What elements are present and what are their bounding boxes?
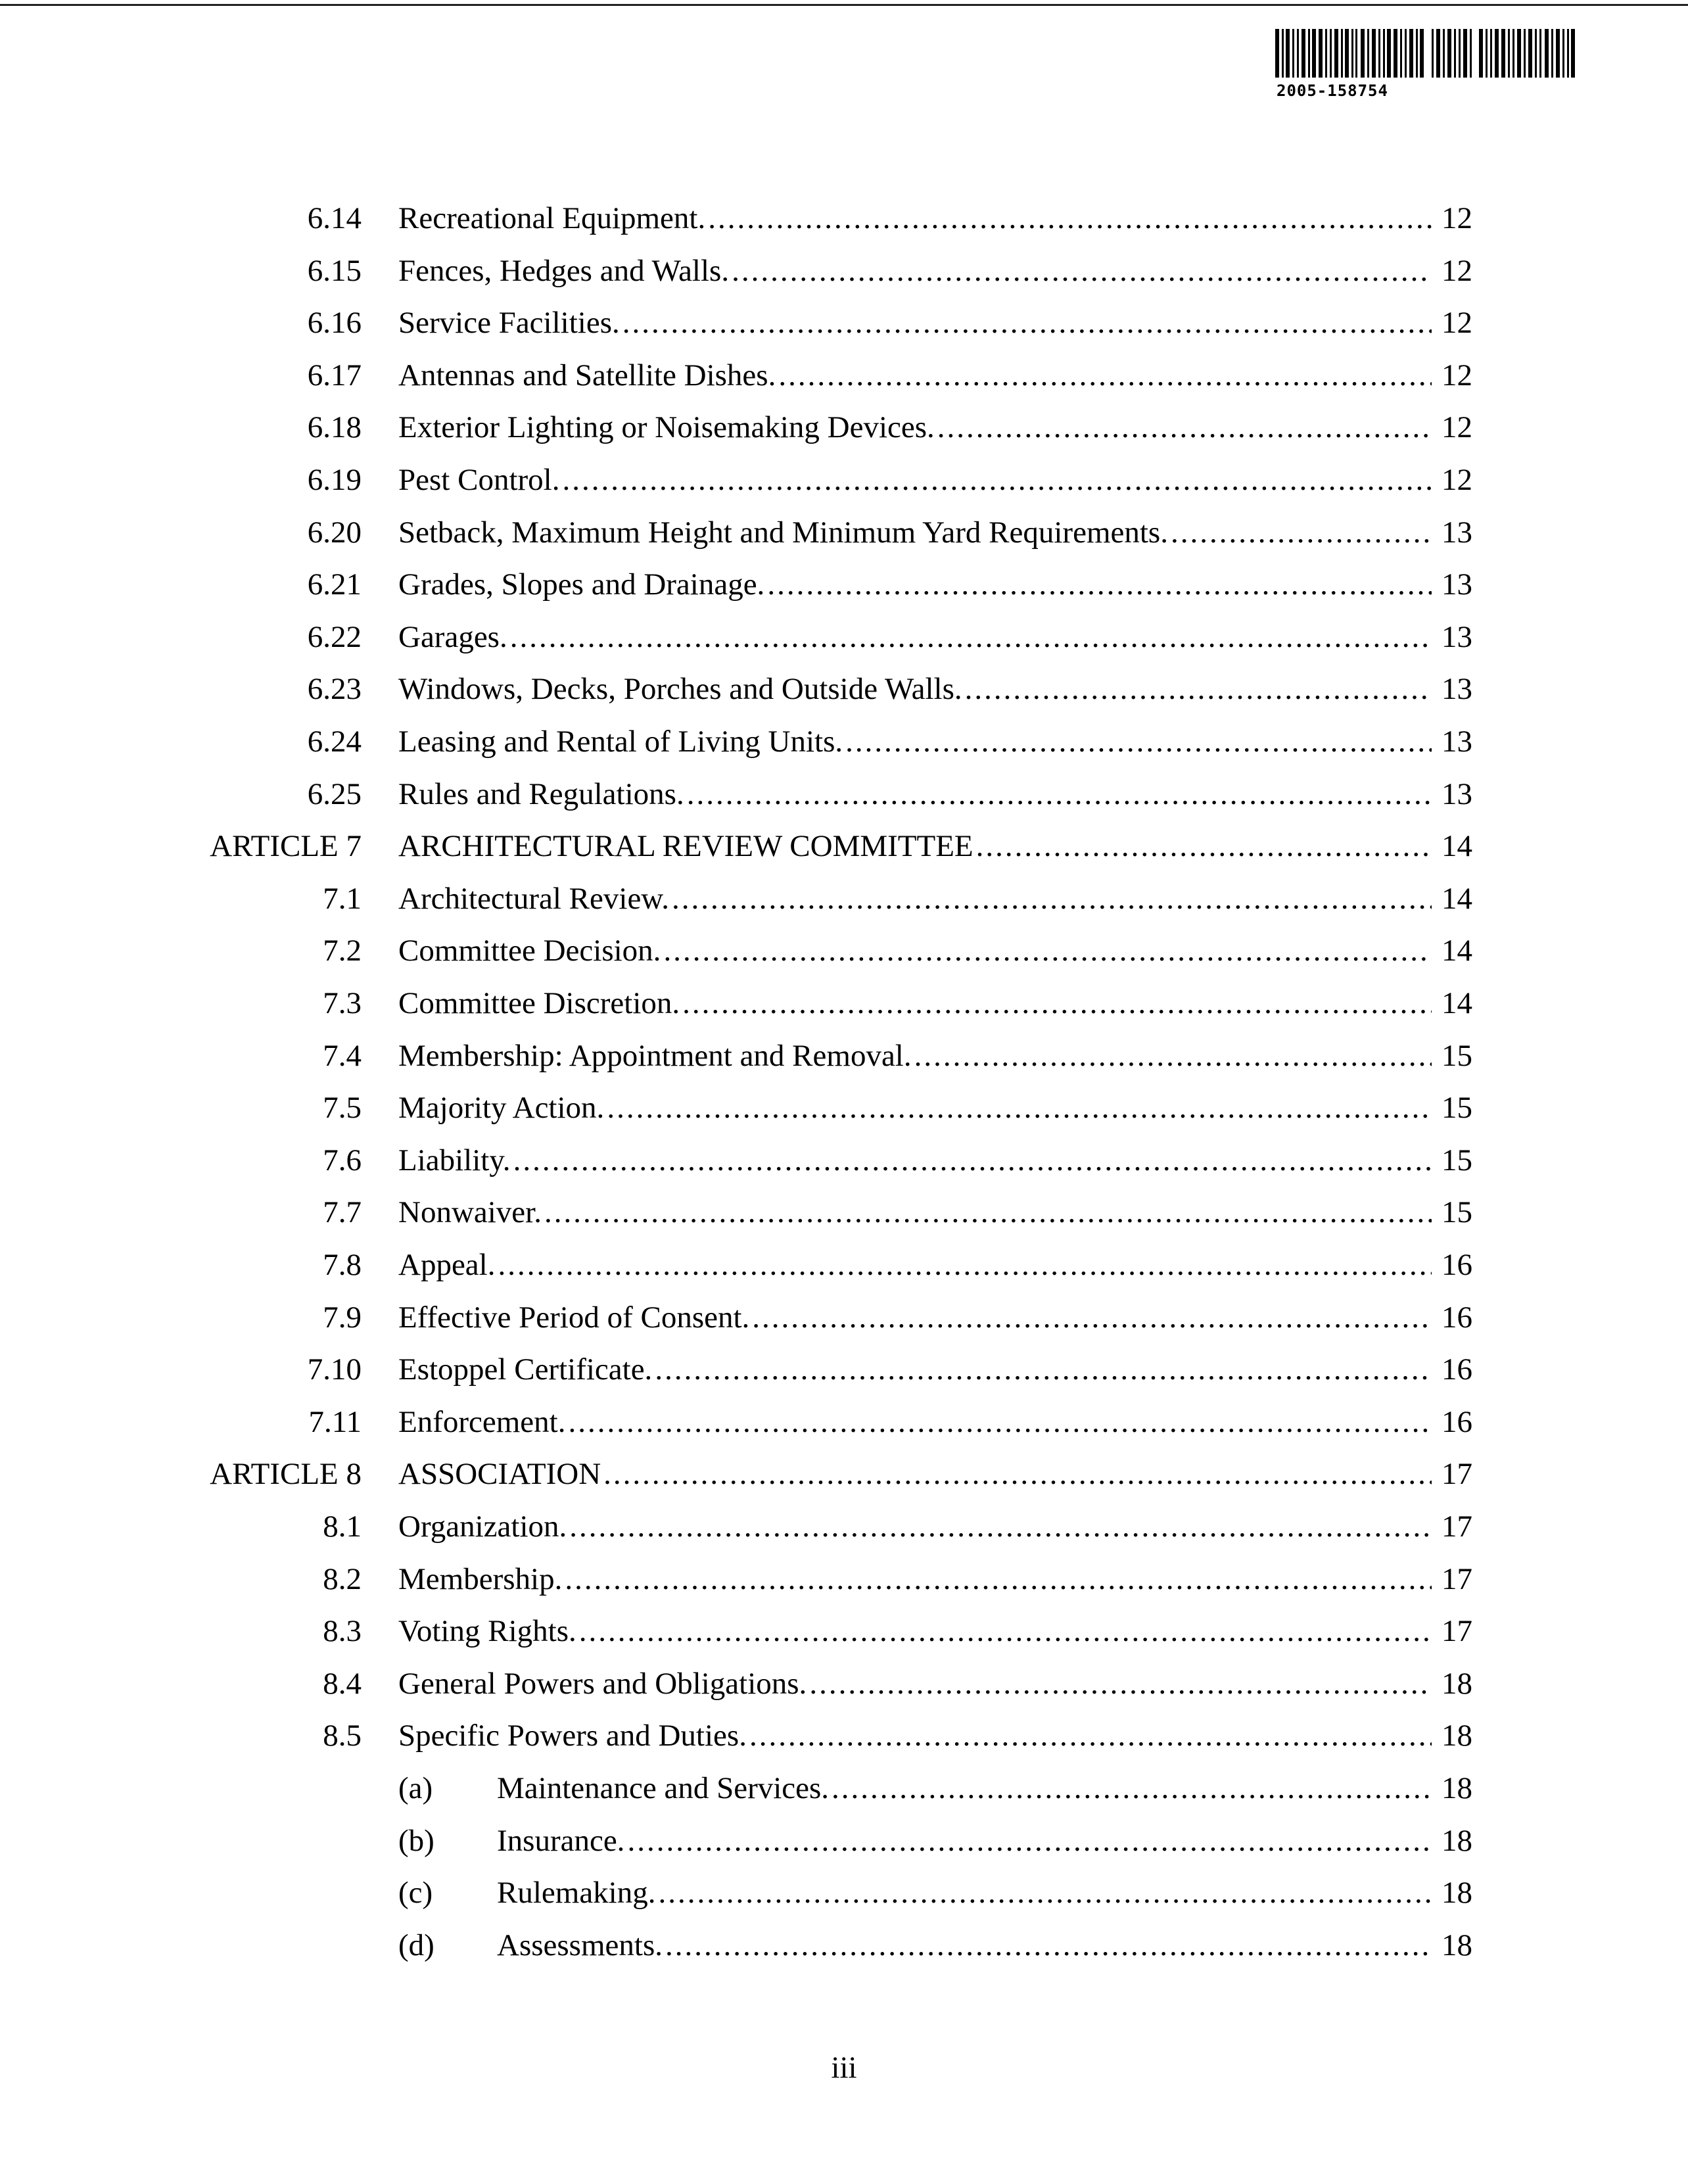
dot-leader [663, 931, 1432, 970]
dot-leader [568, 1402, 1432, 1442]
toc-entry-page: 12 [1442, 254, 1472, 288]
toc-entry-number: 7.11 [308, 1405, 362, 1439]
toc-entry-leader [398, 826, 1432, 866]
toc-entry-title: Insurance. [497, 1821, 627, 1861]
toc-entry-leader [398, 879, 1432, 918]
dot-leader [672, 879, 1432, 918]
toc-row [0, 1350, 1688, 1389]
dot-leader [579, 1611, 1432, 1651]
toc-row [0, 1769, 1688, 1808]
dot-leader [565, 1559, 1432, 1599]
dot-leader [749, 1716, 1432, 1755]
toc-entry-number: 6.22 [307, 620, 362, 654]
dot-leader [752, 1298, 1432, 1337]
toc-entry-title: Antennas and Satellite Dishes. [398, 356, 778, 395]
dot-leader [965, 669, 1432, 709]
barcode-image [1275, 29, 1575, 78]
toc-entry-leader [398, 722, 1432, 761]
toc-entry-page: 15 [1442, 1039, 1472, 1073]
toc-entry-leader [398, 1716, 1432, 1755]
toc-entry-leader [398, 617, 1432, 657]
toc-entry-number: 7.4 [323, 1039, 362, 1073]
toc-entry-page: 16 [1442, 1300, 1472, 1335]
toc-entry-page: 16 [1442, 1248, 1472, 1282]
toc-entry-page: 17 [1442, 1614, 1472, 1648]
toc-article-row [0, 826, 1688, 866]
dot-leader [1171, 513, 1432, 552]
toc-entry-number: 6.19 [307, 463, 362, 497]
dot-leader [809, 1664, 1432, 1703]
dot-leader [682, 984, 1432, 1023]
toc-entry-title: Service Facilities. [398, 303, 622, 343]
toc-entry-number: 6.18 [307, 410, 362, 444]
toc-row [0, 1926, 1688, 1965]
page-number: iii [831, 2051, 857, 2085]
toc-entry-leader [398, 1141, 1432, 1180]
toc-row [0, 1716, 1688, 1755]
toc-entry-number: 7.10 [307, 1352, 362, 1387]
toc-entry-number: 7.6 [323, 1143, 362, 1177]
toc-entry-title: Architectural Review. [398, 879, 672, 918]
toc-entry-page: 18 [1442, 1928, 1472, 1962]
toc-entry-leader [398, 669, 1432, 709]
toc-entry-leader [398, 1402, 1432, 1442]
toc-entry-title: Nonwaiver. [398, 1193, 544, 1232]
toc-entry-page: 12 [1442, 201, 1472, 235]
toc-entry-leader [497, 1926, 1432, 1965]
toc-entry-leader [398, 356, 1432, 395]
toc-entry-leader [497, 1821, 1432, 1861]
toc-entry-page: 12 [1442, 410, 1472, 444]
toc-entry-title: Fences, Hedges and Walls. [398, 251, 732, 291]
toc-row [0, 931, 1688, 970]
dot-leader [778, 356, 1432, 395]
toc-entry-number: 8.1 [323, 1509, 362, 1544]
toc-row [0, 356, 1688, 395]
dot-leader [708, 199, 1432, 238]
toc-row [0, 669, 1688, 709]
toc-row [0, 408, 1688, 447]
dot-leader [732, 251, 1432, 291]
toc-entry-leader [398, 1611, 1432, 1651]
toc-entry-leader [398, 408, 1432, 447]
dot-leader [603, 1454, 1432, 1494]
dot-leader [607, 1088, 1432, 1128]
toc-entry-leader [398, 1664, 1432, 1703]
toc-entry-number: 7.1 [323, 882, 362, 916]
toc-entry-leader [398, 303, 1432, 343]
toc-entry-leader [398, 931, 1432, 970]
toc-row [0, 1088, 1688, 1128]
toc-entry-page: 14 [1442, 882, 1472, 916]
toc-entry-page: 13 [1442, 567, 1472, 602]
toc-entry-title: Enforcement. [398, 1402, 568, 1442]
toc-entry-page: 14 [1442, 934, 1472, 968]
toc-row [0, 1245, 1688, 1285]
toc-entry-leader [398, 984, 1432, 1023]
toc-entry-leader [398, 513, 1432, 552]
toc-row [0, 1402, 1688, 1442]
dot-leader [510, 617, 1432, 657]
toc-entry-page: 13 [1442, 672, 1472, 706]
toc-entry-title: Rulemaking. [497, 1873, 659, 1912]
toc-row [0, 879, 1688, 918]
dot-leader [976, 826, 1432, 866]
dot-leader [513, 1141, 1432, 1180]
toc-entry-page: 12 [1442, 358, 1472, 392]
toc-entry-leader [398, 1507, 1432, 1546]
toc-entry-number: 6.24 [307, 724, 362, 759]
toc-entry-page: 16 [1442, 1405, 1472, 1439]
toc-entry-number: 6.25 [307, 777, 362, 811]
toc-entry-title: Effective Period of Consent. [398, 1298, 752, 1337]
toc-entry-leader [398, 1193, 1432, 1232]
toc-entry-leader [497, 1873, 1432, 1912]
toc-entry-number: (a) [398, 1771, 433, 1805]
toc-entry-leader [398, 251, 1432, 291]
toc-row [0, 460, 1688, 500]
toc-entry-page: 17 [1442, 1562, 1472, 1596]
toc-entry-leader [398, 1454, 1432, 1494]
toc-entry-title: Committee Discretion. [398, 984, 682, 1023]
toc-entry-title: Membership. [398, 1559, 565, 1599]
toc-entry-title: Specific Powers and Duties. [398, 1716, 749, 1755]
toc-entry-page: 13 [1442, 724, 1472, 759]
toc-row [0, 199, 1688, 238]
toc-entry-number: (c) [398, 1876, 433, 1910]
toc-row [0, 251, 1688, 291]
toc-entry-number: 6.17 [307, 358, 362, 392]
dot-leader [767, 565, 1432, 604]
toc-entry-title: Setback, Maximum Height and Minimum Yard Requirements. [398, 513, 1171, 552]
toc-entry-title: Committee Decision. [398, 931, 663, 970]
toc-row [0, 1873, 1688, 1912]
toc-entry-title: ASSOCIATION [398, 1454, 603, 1494]
toc-row [0, 774, 1688, 814]
toc-entry-title: Exterior Lighting or Noisemaking Devices. [398, 408, 937, 447]
toc-entry-leader [398, 1298, 1432, 1337]
toc-row [0, 1036, 1688, 1076]
toc-row [0, 1611, 1688, 1651]
toc-entry-title: Rules and Regulations. [398, 774, 687, 814]
toc-entry-title: Maintenance and Services. [497, 1769, 832, 1808]
dot-leader [569, 1507, 1432, 1546]
toc-entry-page: 16 [1442, 1352, 1472, 1387]
toc-entry-title: Majority Action. [398, 1088, 607, 1128]
dot-leader [622, 303, 1432, 343]
toc-entry-number: 6.15 [307, 254, 362, 288]
toc-entry-title: Assessments. [497, 1926, 665, 1965]
toc-entry-number: 6.16 [307, 306, 362, 340]
scan-border-line [0, 4, 1688, 6]
toc-entry-page: 12 [1442, 463, 1472, 497]
toc-entry-number: 8.4 [323, 1667, 362, 1701]
toc-entry-page: 18 [1442, 1667, 1472, 1701]
toc-entry-leader [398, 1245, 1432, 1285]
dot-leader [655, 1350, 1432, 1389]
toc-entry-leader [497, 1769, 1432, 1808]
toc-entry-number: (d) [398, 1928, 434, 1962]
toc-entry-page: 13 [1442, 620, 1472, 654]
dot-leader [659, 1873, 1432, 1912]
toc-entry-title: Appeal. [398, 1245, 498, 1285]
toc-entry-leader [398, 460, 1432, 500]
toc-row [0, 513, 1688, 552]
toc-row [0, 722, 1688, 761]
toc-entry-number: ARTICLE 7 [210, 829, 362, 863]
toc-entry-number: ARTICLE 8 [210, 1457, 362, 1491]
dot-leader [832, 1769, 1432, 1808]
toc-entry-number: 8.5 [323, 1719, 362, 1753]
toc-entry-number: 6.14 [307, 201, 362, 235]
toc-entry-title: Recreational Equipment. [398, 199, 708, 238]
toc-row [0, 1821, 1688, 1861]
toc-row [0, 984, 1688, 1023]
toc-row [0, 1507, 1688, 1546]
toc-entry-title: Leasing and Rental of Living Units. [398, 722, 845, 761]
toc-entry-title: Voting Rights. [398, 1611, 579, 1651]
toc-entry-leader [398, 1036, 1432, 1076]
toc-entry-number: 7.3 [323, 986, 362, 1020]
toc-row [0, 565, 1688, 604]
toc-entry-leader [398, 1559, 1432, 1599]
toc-entry-number: 7.2 [323, 934, 362, 968]
toc-entry-number: (b) [398, 1824, 434, 1858]
toc-entry-number: 8.3 [323, 1614, 362, 1648]
toc-entry-number: 7.8 [323, 1248, 362, 1282]
dot-leader [665, 1926, 1432, 1965]
barcode-number: 2005-158754 [1277, 82, 1388, 100]
dot-leader [498, 1245, 1432, 1285]
toc-article-row [0, 1454, 1688, 1494]
toc-entry-page: 14 [1442, 829, 1472, 863]
toc-row [0, 1298, 1688, 1337]
toc-entry-title: Garages. [398, 617, 510, 657]
toc-entry-page: 18 [1442, 1771, 1472, 1805]
toc-entry-title: General Powers and Obligations. [398, 1664, 809, 1703]
toc-row [0, 1559, 1688, 1599]
toc-entry-page: 13 [1442, 515, 1472, 550]
dot-leader [687, 774, 1432, 814]
toc-entry-page: 15 [1442, 1143, 1472, 1177]
toc-entry-number: 6.21 [307, 567, 362, 602]
toc-entry-leader [398, 1088, 1432, 1128]
toc-entry-title: ARCHITECTURAL REVIEW COMMITTEE [398, 826, 976, 866]
toc-entry-number: 7.7 [323, 1195, 362, 1229]
toc-row [0, 617, 1688, 657]
toc-entry-leader [398, 1350, 1432, 1389]
toc-entry-page: 17 [1442, 1509, 1472, 1544]
toc-entry-leader [398, 565, 1432, 604]
toc-entry-page: 15 [1442, 1091, 1472, 1125]
toc-row [0, 1193, 1688, 1232]
dot-leader [562, 460, 1432, 500]
toc-entry-number: 6.23 [307, 672, 362, 706]
dot-leader [914, 1036, 1432, 1076]
toc-entry-number: 7.5 [323, 1091, 362, 1125]
toc-row [0, 1141, 1688, 1180]
toc-entry-number: 6.20 [307, 515, 362, 550]
toc-entry-title: Organization. [398, 1507, 569, 1546]
toc-entry-leader [398, 774, 1432, 814]
toc-entry-number: 7.9 [323, 1300, 362, 1335]
toc-entry-page: 17 [1442, 1457, 1472, 1491]
toc-entry-title: Windows, Decks, Porches and Outside Walls. [398, 669, 965, 709]
toc-entry-page: 14 [1442, 986, 1472, 1020]
toc-entry-title: Membership: Appointment and Removal. [398, 1036, 914, 1076]
toc-entry-page: 12 [1442, 306, 1472, 340]
toc-entry-page: 18 [1442, 1719, 1472, 1753]
dot-leader [544, 1193, 1432, 1232]
toc-row [0, 1664, 1688, 1703]
dot-leader [937, 408, 1432, 447]
toc-entry-title: Pest Control. [398, 460, 562, 500]
toc-entry-number: 8.2 [323, 1562, 362, 1596]
toc-entry-page: 15 [1442, 1195, 1472, 1229]
toc-entry-page: 18 [1442, 1876, 1472, 1910]
toc-row [0, 303, 1688, 343]
toc-entry-page: 13 [1442, 777, 1472, 811]
toc-entry-page: 18 [1442, 1824, 1472, 1858]
toc-entry-title: Grades, Slopes and Drainage. [398, 565, 767, 604]
dot-leader [627, 1821, 1432, 1861]
toc-entry-leader [398, 199, 1432, 238]
toc-entry-title: Estoppel Certificate. [398, 1350, 655, 1389]
dot-leader [845, 722, 1432, 761]
toc-entry-title: Liability. [398, 1141, 513, 1180]
